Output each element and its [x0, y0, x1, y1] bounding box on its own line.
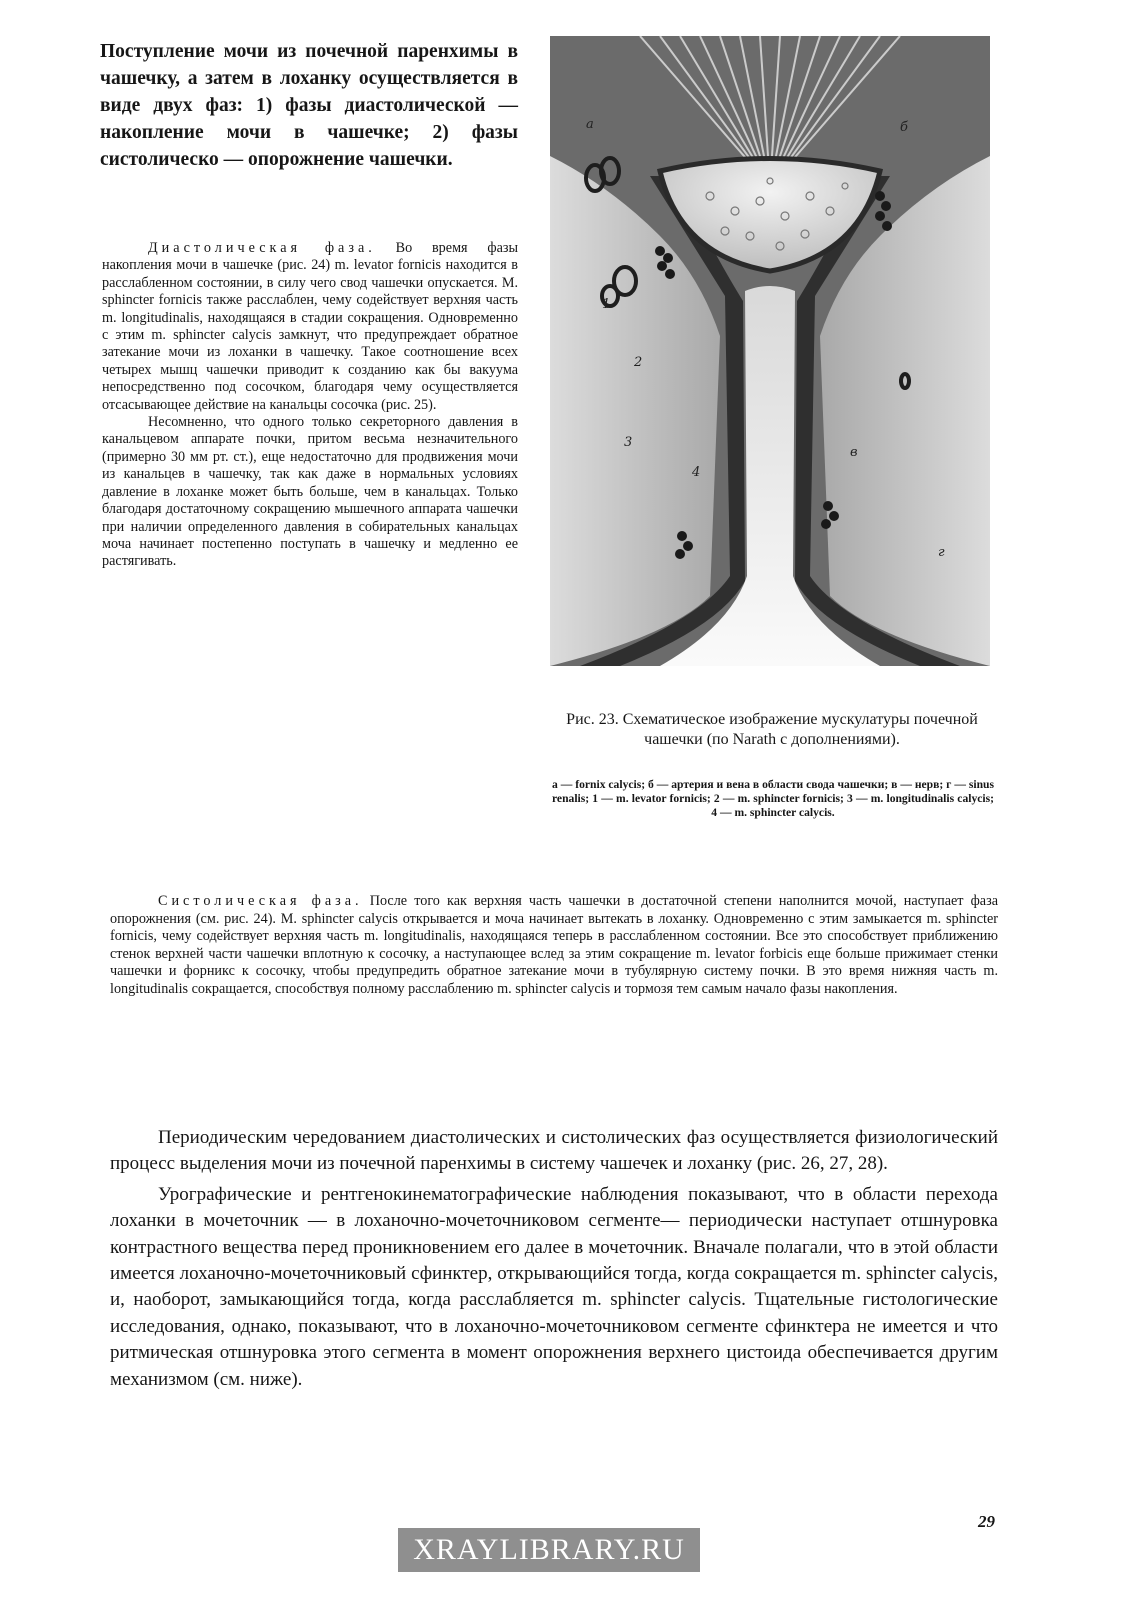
systolic-paragraph — [110, 893, 998, 999]
figure-caption: Рис. 23. Схематическое изображение мускулатуры почечной чашечки (по Narath с дополнениями). — [566, 711, 978, 748]
diastolic-text: Во время фазы накопления мочи в чашечке (рис. 24) m. levator fornicis находится в расслабленном состоянии, в силу чего свод чашечки опускается. M. sphincter fornicis также расслаблен, чему содействует верхняя часть m. longitudinalis, находящаяся в стадии сокращения. Одновременно с этим m. sphincter calycis замкнут, что предупреждает обратное затекание мочи из лоханки в чашечку. Такое соотношение всех четырех мышц чашечки приводит к созданию как бы вакуума непосредственно под сосочком, благодаря чему осуществляется отсасывающее действие на канальцы сосочка (рис. 25). — [102, 240, 519, 413]
diastolic-paragraph — [102, 240, 518, 414]
calyx-muscle-illustration — [550, 36, 990, 666]
calyx-diagram — [550, 36, 990, 666]
label-3: 3 — [624, 435, 633, 450]
label-g: г — [938, 545, 945, 560]
page-number: 29 — [978, 1512, 995, 1531]
lead-paragraph: Поступление мочи из почечной паренхимы в чашечку, а затем в лоханку осуществляется в виде двух фаз: 1) фазы диастолической — накопление мочи в чашечке; 2) фазы систолическо — опорожнение чашечки. — [100, 41, 518, 170]
label-4: 4 — [692, 465, 701, 480]
diastolic-heading: Диастолическая фаза. — [148, 240, 376, 256]
conclusion-section — [110, 1125, 998, 1393]
label-b: б — [900, 120, 908, 135]
diastolic-section — [102, 240, 518, 571]
conclusion-paragraph-1: Периодическим чередованием диастолических и систолических фаз осуществляется физиологический процесс выделения мочи из почечной паренхимы в систему чашечек и лоханку (рис. 26, 27, 28). — [110, 1127, 998, 1175]
diastolic-paragraph-2: Несомненно, что одного только секреторного давления в канальцевом аппарате почки, притом весьма незначительного (примерно 30 мм рт. ст.), еще недостаточно для продвижения мочи из канальцев в чашечку, так как даже в нормальных условиях давление в лоханке может быть больше, чем в канальцах. Только благодаря достаточному сокращению мышечного аппарата чашечки при наличии определенного давления в собирательных канальцах моча начинает постепенно поступать в чашечку и медленно ее растягивать. — [102, 414, 518, 570]
systolic-heading: Систолическая фаза. — [158, 893, 363, 909]
label-1: 1 — [602, 297, 611, 312]
systolic-text: После того как верхняя часть чашечки в достаточной степени наполнится мочой, наступает фаза опорожнения (см. рис. 24). M. sphincter calycis открывается и моча начинает вытекать в лоханку. Одновременно с этим замыкается m. sphincter fornicis, чему содействует верхняя часть m. longitudinalis, находящаяся теперь в расслабленном состоянии. Все это способствует приближению стенок верхней части чашечки вплотную к сосочку, а наступающее вслед за этим сокращение m. levator forbicis еще больше прижимает стенки чашечки и форникс к сосочку, чтобы предупредить обратное затекание мочи в тубулярную систему почки. В это время нижняя часть m. longitudinalis сокращается, способствуя полному расслаблению m. sphincter calycis и тормозя тем самым начало фазы накопления. — [110, 893, 999, 997]
label-v: в — [850, 445, 858, 460]
label-a: а — [586, 117, 594, 132]
figure-legend: а — fornix calycis; б — артерия и вена в области свода чашечки; в — нерв; г — sinus renalis; 1 — m. levator fornicis; 2 — m. sphincter fornicis; 3 — m. longitudinalis calycis; 4 — m. sphincter calycis. — [552, 778, 994, 819]
watermark: XRAYLIBRARY.RU — [398, 1528, 700, 1572]
label-2: 2 — [634, 355, 643, 370]
conclusion-paragraph-2: Урографические и рентгенокинематографические наблюдения показывают, что в области перехода лоханки в мочеточник — в лоханочно-мочеточниковом сегменте— периодически наступает отшнуровка контрастного вещества перед проникновением его далее в мочеточник. Вначале полагали, что в этой области имеется лоханочно-мочеточниковый сфинктер, открывающийся тогда, когда сокращается m. sphincter calycis, и, наоборот, замыкающийся тогда, когда расслабляется m. sphincter calycis. Тщательные гистологические исследования, однако, показывают, что в лоханочно-мочеточниковом сегменте сфинктера не имеется и что ритмическая отшнуровка этого сегмента в момент опорожнения верхнего цистоида обеспечивается другим механизмом (см. ниже). — [110, 1183, 998, 1390]
